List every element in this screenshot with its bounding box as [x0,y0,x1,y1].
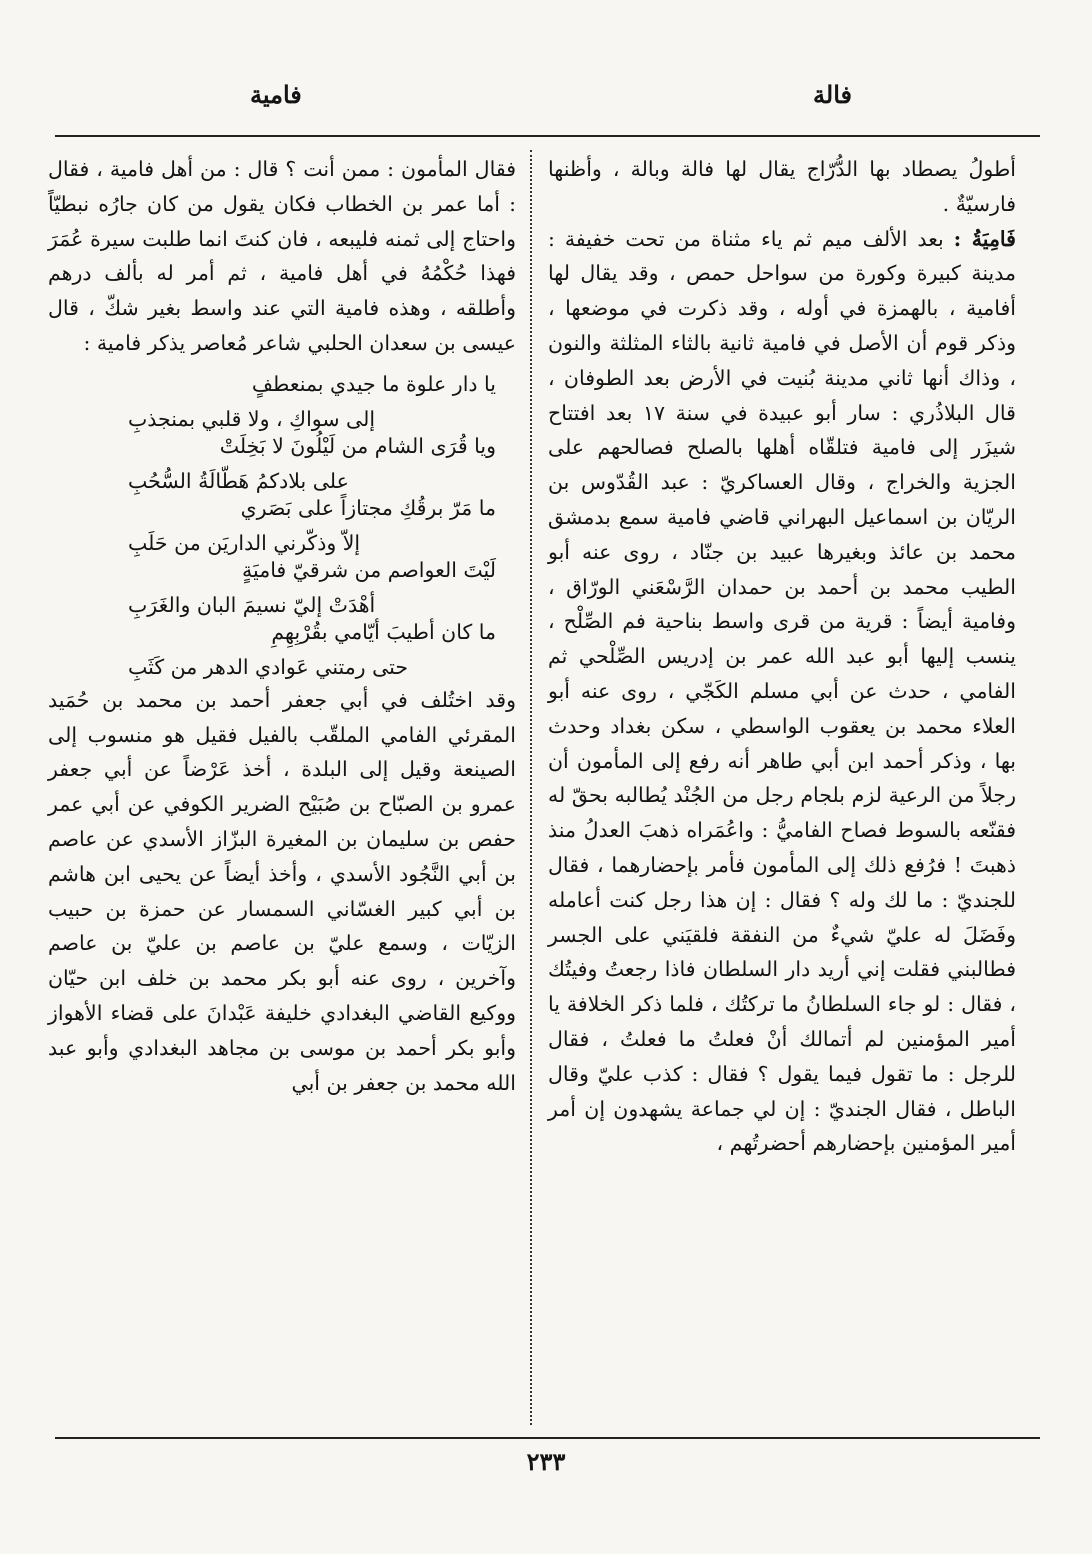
right-column [548,152,1016,1161]
entry-body: بعد الألف ميم ثم ياء مثناة من تحت خفيفة : مدينة كبيرة وكورة من سواحل حمص ، وقد يقال لها أفامية ، بالهمزة في أوله ، وقد ذكرت في موضعها ، وذكر قوم أن الأصل في فامية ثانية بالثاء المثلثة والنون ، وذاك أنها ثاني مدينة بُنيت في الأرض بعد الطوفان ، قال البلاذُري : سار أبو عبيدة في سنة ١٧ بعد افتتاح شيزَر إلى فامية فتلقّاه أهلها بالصلح فصالحهم على الجزية والخراج ، وقال العساكريّ : عبد القُدّوس بن الريّان بن اسماعيل البهراني قاضي فامية سمع بدمشق محمد بن عائذ وبغيرها عبيد بن جنّاد ، روى عنه أبو الطيب محمد بن أحمد بن حمدان الرَّسْعَني الورّاق ، وفامية أيضاً : قرية من قرى واسط بناحية فم الصِّلْح ، ينسب إليها أبو عبد الله عمر بن إدريس الصِّلْحي ثم الفامي ، حدث عن أبي مسلم الكَجّي ، روى عنه أبو العلاء محمد بن يعقوب الواسطي ، سكن بغداد وحدث بها ، وذكر أحمد ابن أبي طاهر أنه رفع إلى المأمون أن رجلاً من الرعية لزم بلجام رجل من الجُنْد يُطالبه بحقّ له فقنّعه بالسوط فصاح الفاميُّ : واعُمَراه ذهبَ العدلُ منذ ذهبتَ ! فرُفع ذلك إلى المأمون فأمر بإحضارهما ، فقال للجنديّ : ما لك وله ؟ فقال : إن هذا رجل كنت أعامله وفَضَلَ له عليّ شيءٌ من النفقة فلقيَني على الجسر فطالبني فقلت إني أريد دار السلطان فاذا رجعتُ وفيتُك ، فقال : لو جاء السلطانُ ما تركتُك ، فلما ذكر الخلافة يا أمير المؤمنين لم أتمالك أنْ فعلتُ ما فعلتُ ، فقال للرجل : ما تقول فيما يقول ؟ فقال : كذب عليّ وقال الباطل ، فقال الجنديّ : إن لي جماعة يشهدون إن أمر أمير المؤمنين بإحضارهم أحضرتُهم ، [548,226,1016,1156]
left-column [48,152,516,1100]
verse-second-hemistich: أهْدَتْ إليّ نسيمَ البان والغَرَبِ [128,592,376,617]
verse-first-hemistich: لَيْتَ العواصم من شرقيّ فاميَةٍ [242,557,496,582]
verse [48,367,516,429]
running-header-right: فالة [813,80,852,109]
poem [48,367,516,677]
continuation-text: أطولُ يصطاد بها الدُّرّاج يقال لها فالة وبالة ، وأظنها فارسيّةٌ . [548,157,1016,216]
verse-first-hemistich: ويا قُرَى الشام من لَيْلُونَ لا بَخِلَتْ [219,433,496,458]
verse [48,615,516,677]
verse-first-hemistich: يا دار علوة ما جيدي بمنعطفٍ [251,371,496,396]
verse-second-hemistich: إلاّ وذكّرني الداريَن من حَلَبِ [128,530,361,555]
column-divider [530,150,532,1425]
verse [48,429,516,491]
verse [48,553,516,615]
bottom-rule [55,1437,1040,1439]
verse-first-hemistich: ما كان أطيبَ أيّامي بقُرْبِهِمِ [271,619,496,644]
top-rule [55,135,1040,137]
page-number: ٢٣٣ [526,1447,566,1476]
verse-second-hemistich: حتى رمتني عَوادي الدهر من كَثَبِ [128,654,409,679]
verse [48,491,516,553]
entry-paragraph [548,222,1016,1162]
running-header-left: فامية [250,80,302,109]
verse-second-hemistich: على بلادكمُ هَطّالَةُ السُّحُبِ [128,468,349,493]
verse-first-hemistich: ما مَرّ برقُكِ مجتازاً على بَصَري [240,495,496,520]
entry-headword: فَامِيَةُ : [953,226,1016,251]
verse-second-hemistich: إلى سواكِ ، ولا قلبي بمنجذبِ [128,406,376,431]
paragraph-2: وقد اختُلف في أبي جعفر أحمد بن محمد بن حُمَيد المقرئي الفامي الملقّب بالفيل فقيل هو منسوب إلى الصينعة وقيل إلى البلدة ، أخذ عَرْضاً عن أبي جعفر عمرو بن الصبّاح بن صُبَيْح الضرير الكوفي عن أبي عمر حفص بن سليمان بن المغيرة البزّاز الأسدي عن عاصم بن أبي النَّجُود الأسدي ، وأخذ أيضاً عن يحيى ابن هاشم بن أبي كبير الغسّاني السمسار عن حمزة بن حبيب الزيّات ، وسمع عليّ بن عاصم بن عليّ بن عاصم وآخرين ، روى عنه أبو بكر محمد بن خلف ابن حيّان ووكيع القاضي البغدادي خليفة عَبْدانَ على قضاء الأهواز وأبو بكر أحمد بن موسى بن مجاهد البغدادي وأبو عبد الله محمد بن جعفر بن أبي [48,687,516,1095]
paragraph-1: فقال المأمون : ممن أنت ؟ قال : من أهل فامية ، فقال : أما عمر بن الخطاب فكان يقول من كان جارُه نبطيّاً واحتاج إلى ثمنه فليبعه ، فان كنتَ انما طلبت سيرة عُمَرَ فهذا حُكْمُهُ في أهل فامية ، ثم أمر له بألف درهم وأطلقه ، وهذه فامية التي عند واسط بغير شكّ ، قال عيسى بن سعدان الحلبي شاعر مُعاصر يذكر فامية : [48,157,516,355]
